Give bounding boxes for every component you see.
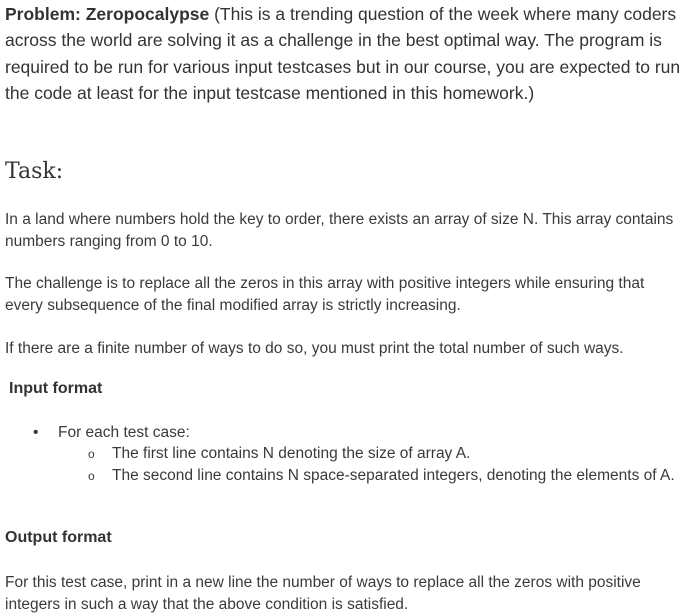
input-sub-text-2: The second line contains N space-separated integers, denoting the elements of A. <box>112 467 675 484</box>
task-heading: Task: <box>5 159 64 184</box>
input-bullet-item <box>33 422 190 444</box>
bullet-marker: • <box>33 424 39 441</box>
problem-title: Problem: Zeropocalypse <box>5 4 210 24</box>
sub-bullet-marker: o <box>88 447 95 461</box>
input-sub-item-2 <box>88 465 677 487</box>
task-paragraph-3: If there are a finite number of ways to do so, you must print the total number of such ways. <box>5 340 624 357</box>
sub-bullet-marker: o <box>88 469 95 483</box>
output-format-text: For this test case, print in a new line the number of ways to replace all the zeros with positive integers in such a way that the above condition is satisfied. <box>5 574 641 613</box>
input-bullet-text: For each test case: <box>58 424 190 441</box>
problem-description: (This is a trending question of the week where many coders across the world are solving it as a challenge in the best optimal way. The program is required to be run for various input testcases but in our course, you are expected to run the code at least for the input testcase mentioned in this homework.) <box>5 4 681 104</box>
task-paragraph-1: In a land where numbers hold the key to order, there exists an array of size N. This array contains numbers ranging from 0 to 10. <box>5 211 674 250</box>
output-format-heading: Output format <box>5 529 112 546</box>
task-paragraph-2: The challenge is to replace all the zeros in this array with positive integers while ensuring that every subsequence of the final modified array is strictly increasing. <box>5 275 645 314</box>
input-sub-item-1 <box>88 443 677 465</box>
input-sub-text-1: The first line contains N denoting the size of array A. <box>112 445 471 462</box>
input-format-heading: Input format <box>9 380 103 397</box>
problem-intro <box>5 1 681 107</box>
